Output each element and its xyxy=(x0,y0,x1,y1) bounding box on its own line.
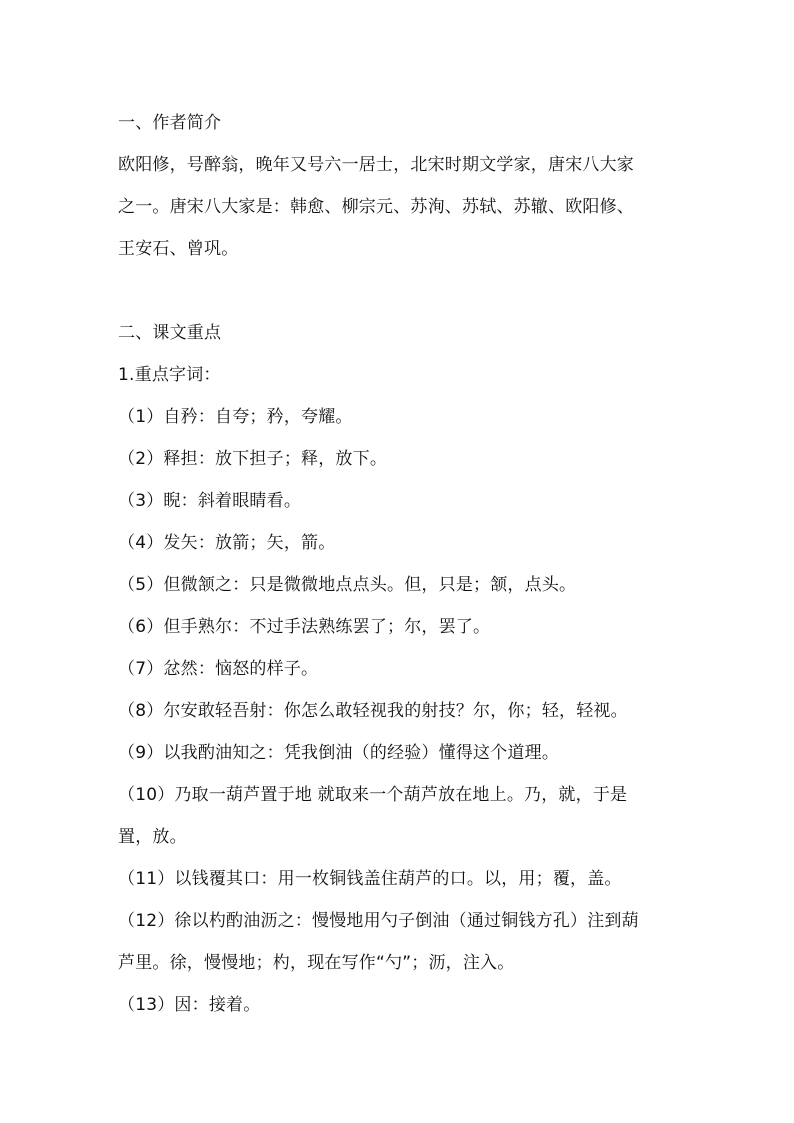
vocab-item: （7）忿然：恼怒的样子。 xyxy=(118,659,319,679)
vocab-item: （3）睨：斜着眼睛看。 xyxy=(118,491,302,511)
vocab-item: （12）徐以杓酌油沥之：慢慢地用勺子倒油（通过铜钱方孔）注到葫 xyxy=(118,911,639,931)
vocab-item: （8）尔安敢轻吾射：你怎么敢轻视我的射技？尔，你；轻，轻视。 xyxy=(118,701,628,721)
vocab-item: （4）发矢：放箭；矢，箭。 xyxy=(118,533,336,553)
subheading-key-words: 1.重点字词： xyxy=(118,365,221,385)
vocab-item: （5）但微颔之：只是微微地点点头。但，只是；颔，点头。 xyxy=(118,575,577,595)
vocab-item-continued: 置，放。 xyxy=(118,827,187,847)
vocab-item: （10）乃取一葫芦置于地 就取来一个葫芦放在地上。乃，就，于是 xyxy=(118,785,628,805)
author-paragraph-line-2: 之一。唐宋八大家是：韩愈、柳宗元、苏洵、苏轼、苏辙、欧阳修、 xyxy=(118,197,634,217)
vocab-item: （13）因：接着。 xyxy=(118,995,261,1015)
vocab-item: （1）自矜：自夸；矜，夸耀。 xyxy=(118,407,353,427)
author-paragraph-line-1: 欧阳修，号醉翁，晚年又号六一居士，北宋时期文学家，唐宋八大家 xyxy=(118,155,634,175)
vocab-item: （11）以钱覆其口：用一枚铜钱盖住葫芦的口。以，用；覆，盖。 xyxy=(118,869,622,889)
vocab-item-continued: 芦里。徐，慢慢地；杓，现在写作“勺”；沥，注入。 xyxy=(118,953,515,973)
section-heading-author: 一、作者简介 xyxy=(118,113,222,133)
vocab-item: （2）释担：放下担子；释，放下。 xyxy=(118,449,388,469)
section-heading-key-points: 二、课文重点 xyxy=(118,323,222,343)
vocab-item: （6）但手熟尔：不过手法熟练罢了；尔，罢了。 xyxy=(118,617,491,637)
vocab-item: （9）以我酌油知之：凭我倒油（的经验）懂得这个道理。 xyxy=(118,743,560,763)
author-paragraph-line-3: 王安石、曾巩。 xyxy=(118,239,239,259)
document-body xyxy=(118,102,708,1026)
section-spacer xyxy=(118,270,708,312)
